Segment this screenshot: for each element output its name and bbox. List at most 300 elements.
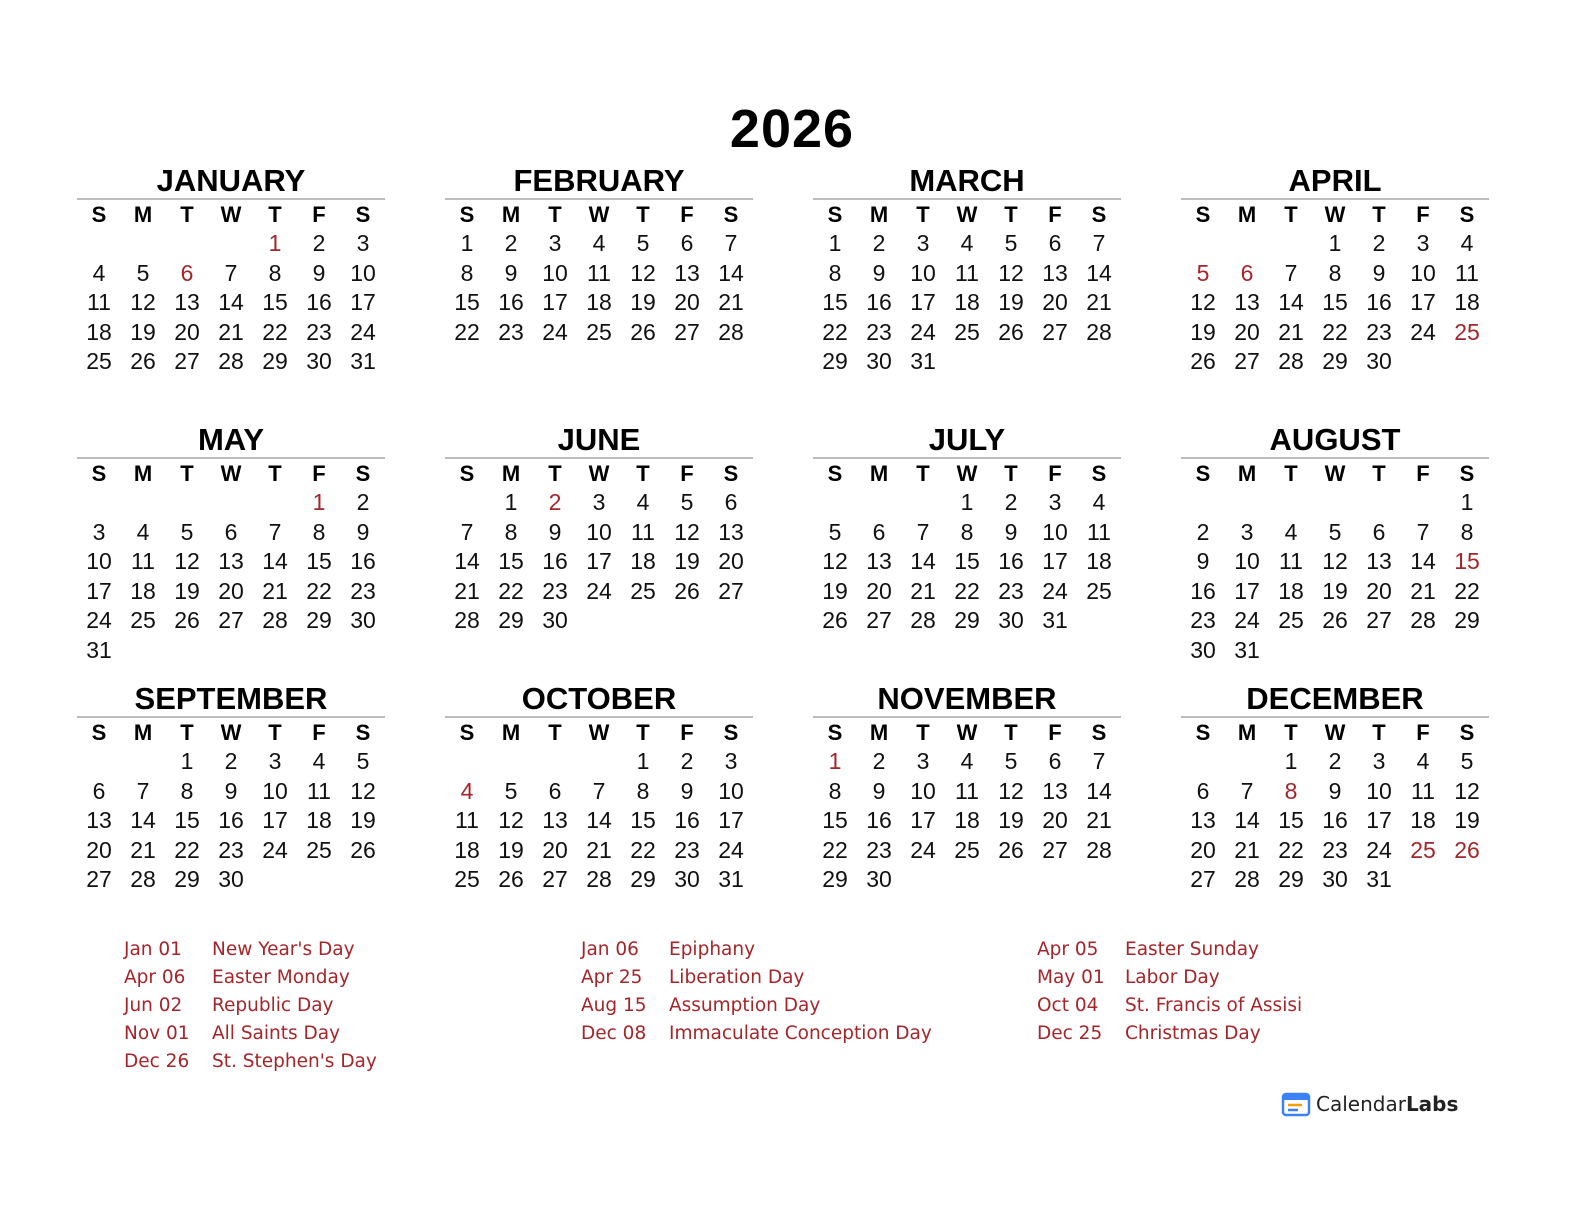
day-cell: 17: [262, 807, 288, 833]
weekday-label: W: [956, 202, 978, 227]
month-august: [1181, 421, 1489, 665]
weekday-label: S: [91, 202, 107, 227]
day-cell: 5: [1328, 518, 1342, 545]
weekday-label: F: [1048, 202, 1062, 227]
weekday-label: M: [501, 461, 521, 486]
day-cell: 3: [1048, 489, 1062, 515]
holiday-name: Republic Day: [212, 995, 334, 1016]
weekday-label: M: [133, 202, 153, 227]
month-april: [1181, 162, 1489, 377]
month-name: JULY: [928, 422, 1006, 457]
day-cell: 19: [1322, 577, 1348, 604]
weekday-label: W: [588, 461, 610, 486]
weekday-label: S: [1091, 202, 1107, 227]
holiday-item: [124, 1048, 377, 1076]
holiday-column: [1037, 936, 1302, 1048]
holiday-date: Jan 06: [581, 939, 639, 960]
day-cell: 3: [356, 230, 370, 256]
day-cell: 2: [872, 230, 886, 256]
day-cell: 4: [960, 748, 974, 774]
empty-day: [77, 488, 121, 518]
day-cell: 8: [1328, 259, 1342, 286]
weekday-header: [1181, 459, 1489, 488]
day-cell: 27: [86, 866, 112, 892]
day-cell: 17: [1042, 548, 1068, 574]
day-cell: 30: [1322, 866, 1348, 892]
day-cell: 9: [872, 777, 886, 804]
weekday-label: S: [1195, 461, 1211, 486]
day-cell: 5: [1004, 748, 1018, 774]
weekday-header: [1181, 200, 1489, 229]
day-cell: 11: [1087, 518, 1111, 545]
holiday-item: [581, 964, 932, 992]
day-cell: 9: [548, 518, 562, 545]
day-cell: 11: [955, 777, 979, 804]
day-cell: 23: [542, 577, 568, 604]
day-cell: 29: [262, 348, 288, 374]
day-cell: 3: [916, 230, 930, 256]
day-cell: 16: [498, 289, 524, 315]
weekday-label: T: [1372, 720, 1386, 745]
day-cell: 8: [268, 259, 282, 286]
holiday-name: Liberation Day: [669, 967, 805, 988]
day-cell: 21: [910, 577, 936, 604]
day-cell: 8: [460, 259, 474, 286]
day-cell: 4: [1416, 748, 1430, 774]
day-cell: 9: [872, 259, 886, 286]
day-cell: 5: [1004, 230, 1018, 256]
day-cell: 26: [674, 577, 700, 604]
weekday-label: M: [1237, 720, 1257, 745]
day-cell: 10: [86, 548, 112, 574]
month-name: AUGUST: [1269, 422, 1401, 457]
day-cell: 21: [718, 289, 744, 315]
holiday-name: Easter Sunday: [1125, 939, 1260, 960]
weekday-header: [445, 200, 753, 229]
day-cell: 23: [1190, 607, 1216, 633]
day-grid: [813, 747, 1121, 895]
weekday-label: T: [636, 461, 650, 486]
day-cell: 2: [548, 489, 562, 515]
day-cell: 18: [306, 807, 332, 833]
day-cell: 3: [548, 230, 562, 256]
weekday-label: T: [268, 461, 282, 486]
day-cell: 13: [1366, 548, 1392, 574]
holiday-item: [124, 964, 377, 992]
day-cell: 16: [306, 289, 332, 315]
month-name: DECEMBER: [1246, 681, 1424, 716]
day-cell: 8: [180, 777, 194, 804]
day-cell: 6: [180, 259, 194, 286]
day-cell: 21: [1086, 289, 1112, 315]
holiday-item: [124, 992, 377, 1020]
weekday-label: M: [869, 202, 889, 227]
day-cell: 24: [910, 836, 936, 863]
weekday-label: M: [501, 202, 521, 227]
weekday-label: S: [723, 461, 739, 486]
weekday-label: T: [180, 720, 194, 745]
day-cell: 11: [87, 289, 111, 315]
day-cell: 29: [1454, 607, 1480, 633]
weekday-label: T: [1284, 202, 1298, 227]
weekday-label: W: [588, 720, 610, 745]
weekday-label: W: [1324, 461, 1346, 486]
weekday-label: F: [1416, 461, 1430, 486]
day-cell: 23: [498, 318, 524, 345]
day-cell: 11: [631, 518, 655, 545]
day-cell: 7: [268, 518, 282, 545]
weekday-header: [77, 718, 385, 747]
day-cell: 14: [1086, 777, 1112, 804]
day-cell: 7: [1240, 777, 1254, 804]
day-cell: 22: [822, 836, 848, 863]
day-grid: [445, 488, 753, 636]
day-cell: 7: [916, 518, 930, 545]
day-cell: 8: [312, 518, 326, 545]
day-cell: 16: [866, 807, 892, 833]
day-cell: 30: [866, 348, 892, 374]
day-cell: 20: [542, 836, 568, 863]
day-cell: 3: [592, 489, 606, 515]
day-cell: 30: [998, 607, 1024, 633]
day-cell: 20: [218, 577, 244, 604]
day-cell: 1: [1328, 230, 1342, 256]
day-cell: 9: [224, 777, 238, 804]
day-cell: 28: [130, 866, 156, 892]
day-cell: 14: [1086, 259, 1112, 286]
day-grid: [445, 229, 753, 347]
day-cell: 6: [548, 777, 562, 804]
day-cell: 5: [136, 259, 150, 286]
day-cell: 15: [174, 807, 200, 833]
day-cell: 1: [504, 489, 518, 515]
day-cell: 18: [1086, 548, 1112, 574]
weekday-label: T: [916, 461, 930, 486]
day-cell: 19: [1454, 807, 1480, 833]
day-cell: 2: [680, 748, 694, 774]
empty-day: [77, 747, 121, 777]
day-cell: 11: [1455, 259, 1479, 286]
empty-day: [1181, 747, 1225, 777]
day-cell: 3: [92, 518, 106, 545]
day-cell: 10: [1234, 548, 1260, 574]
day-cell: 8: [960, 518, 974, 545]
day-cell: 14: [218, 289, 244, 315]
holiday-name: St. Stephen's Day: [212, 1051, 377, 1072]
day-cell: 24: [542, 318, 568, 345]
day-cell: 17: [910, 807, 936, 833]
holiday-item: [581, 992, 932, 1020]
day-cell: 12: [174, 548, 200, 574]
day-cell: 28: [1086, 318, 1112, 345]
day-cell: 21: [1234, 836, 1260, 863]
day-cell: 4: [592, 230, 606, 256]
day-cell: 24: [1042, 577, 1068, 604]
holiday-item: [124, 936, 377, 964]
day-cell: 30: [1366, 348, 1392, 374]
day-cell: 20: [1190, 836, 1216, 863]
day-cell: 22: [1278, 836, 1304, 863]
holiday-column: [581, 936, 932, 1048]
day-cell: 1: [1284, 748, 1298, 774]
day-cell: 13: [718, 518, 744, 545]
month-name: FEBRUARY: [513, 163, 685, 198]
day-cell: 13: [542, 807, 568, 833]
month-name: OCTOBER: [521, 681, 677, 716]
day-cell: 23: [350, 577, 376, 604]
day-cell: 18: [954, 289, 980, 315]
day-cell: 16: [866, 289, 892, 315]
weekday-label: T: [268, 720, 282, 745]
day-cell: 29: [630, 866, 656, 892]
day-cell: 31: [86, 636, 112, 663]
day-cell: 16: [674, 807, 700, 833]
day-cell: 29: [1322, 348, 1348, 374]
day-cell: 24: [1366, 836, 1392, 863]
day-cell: 6: [724, 489, 738, 515]
day-cell: 18: [1454, 289, 1480, 315]
empty-day: [1313, 488, 1357, 518]
day-cell: 6: [92, 777, 106, 804]
day-cell: 2: [224, 748, 238, 774]
empty-day: [1225, 488, 1269, 518]
day-cell: 25: [586, 318, 612, 345]
day-cell: 24: [86, 607, 112, 633]
day-cell: 26: [174, 607, 200, 633]
day-cell: 15: [1454, 548, 1480, 574]
weekday-label: T: [1004, 461, 1018, 486]
day-cell: 22: [306, 577, 332, 604]
day-cell: 24: [262, 836, 288, 863]
day-cell: 9: [356, 518, 370, 545]
day-cell: 31: [1234, 636, 1260, 663]
day-cell: 12: [1190, 289, 1216, 315]
day-cell: 19: [1190, 318, 1216, 345]
holiday-date: Apr 25: [581, 967, 643, 988]
day-cell: 11: [1279, 548, 1303, 574]
day-cell: 15: [262, 289, 288, 315]
day-cell: 15: [1322, 289, 1348, 315]
day-cell: 23: [866, 318, 892, 345]
day-cell: 15: [1278, 807, 1304, 833]
day-cell: 6: [1372, 518, 1386, 545]
day-cell: 10: [1042, 518, 1068, 545]
weekday-label: S: [459, 720, 475, 745]
day-cell: 29: [954, 607, 980, 633]
day-cell: 17: [1234, 577, 1260, 604]
weekday-label: S: [1459, 720, 1475, 745]
month-name: NOVEMBER: [877, 681, 1057, 716]
day-cell: 21: [1086, 807, 1112, 833]
day-cell: 9: [1328, 777, 1342, 804]
day-cell: 26: [350, 836, 376, 863]
day-cell: 15: [954, 548, 980, 574]
weekday-label: M: [869, 720, 889, 745]
day-cell: 9: [1196, 548, 1210, 574]
weekday-label: S: [723, 720, 739, 745]
weekday-label: F: [1416, 720, 1430, 745]
day-cell: 26: [1190, 348, 1216, 374]
day-cell: 7: [1416, 518, 1430, 545]
weekday-header: [77, 200, 385, 229]
day-cell: 12: [630, 259, 656, 286]
holiday-date: Nov 01: [124, 1023, 190, 1044]
holiday-date: Dec 25: [1037, 1023, 1103, 1044]
month-name: MAY: [197, 422, 265, 457]
day-cell: 22: [630, 836, 656, 863]
day-grid: [1181, 488, 1489, 665]
holiday-name: Easter Monday: [212, 967, 350, 988]
holiday-item: [124, 1020, 377, 1048]
day-cell: 20: [86, 836, 112, 863]
day-cell: 23: [674, 836, 700, 863]
day-cell: 11: [1411, 777, 1435, 804]
day-cell: 21: [1410, 577, 1436, 604]
day-cell: 19: [630, 289, 656, 315]
day-cell: 15: [498, 548, 524, 574]
weekday-label: S: [827, 461, 843, 486]
weekday-header: [1181, 718, 1489, 747]
day-grid: [77, 488, 385, 665]
weekday-label: S: [827, 202, 843, 227]
day-cell: 31: [1366, 866, 1392, 892]
empty-day: [165, 229, 209, 259]
day-cell: 11: [955, 259, 979, 286]
day-cell: 25: [630, 577, 656, 604]
day-cell: 29: [822, 348, 848, 374]
empty-day: [165, 488, 209, 518]
weekday-label: F: [1048, 720, 1062, 745]
day-cell: 12: [1454, 777, 1480, 804]
day-cell: 4: [312, 748, 326, 774]
month-september: [77, 680, 385, 895]
day-cell: 22: [822, 318, 848, 345]
empty-day: [445, 747, 489, 777]
weekday-label: T: [916, 720, 930, 745]
empty-day: [445, 488, 489, 518]
calendarlabs-logo[interactable]: [1280, 1090, 1458, 1118]
empty-day: [1269, 229, 1313, 259]
day-cell: 20: [174, 318, 200, 345]
day-cell: 16: [218, 807, 244, 833]
weekday-label: T: [1284, 720, 1298, 745]
holiday-name: Immaculate Conception Day: [669, 1023, 932, 1044]
day-cell: 25: [130, 607, 156, 633]
day-cell: 8: [1284, 777, 1298, 804]
day-cell: 26: [498, 866, 524, 892]
day-cell: 1: [460, 230, 474, 256]
holiday-name: Assumption Day: [669, 995, 821, 1016]
empty-day: [253, 488, 297, 518]
weekday-label: S: [723, 202, 739, 227]
weekday-label: F: [312, 202, 326, 227]
day-cell: 13: [1042, 777, 1068, 804]
day-cell: 31: [718, 866, 744, 892]
day-cell: 26: [1454, 836, 1480, 863]
day-cell: 23: [866, 836, 892, 863]
day-cell: 1: [960, 489, 974, 515]
day-cell: 17: [910, 289, 936, 315]
day-cell: 10: [1366, 777, 1392, 804]
weekday-label: S: [91, 461, 107, 486]
day-cell: 28: [1086, 836, 1112, 863]
weekday-label: W: [220, 202, 242, 227]
day-cell: 27: [718, 577, 744, 604]
day-grid: [77, 229, 385, 377]
day-cell: 15: [454, 289, 480, 315]
day-cell: 22: [262, 318, 288, 345]
day-cell: 17: [1366, 807, 1392, 833]
day-grid: [445, 747, 753, 895]
day-cell: 8: [504, 518, 518, 545]
holiday-name: St. Francis of Assisi: [1125, 995, 1303, 1016]
day-cell: 23: [218, 836, 244, 863]
day-cell: 13: [1234, 289, 1260, 315]
day-cell: 14: [718, 259, 744, 286]
day-cell: 5: [1460, 748, 1474, 774]
day-cell: 27: [674, 318, 700, 345]
day-cell: 2: [1004, 489, 1018, 515]
day-cell: 1: [268, 230, 282, 256]
day-cell: 31: [910, 348, 936, 374]
weekday-header: [813, 718, 1121, 747]
day-cell: 18: [130, 577, 156, 604]
day-cell: 16: [1366, 289, 1392, 315]
day-cell: 12: [350, 777, 376, 804]
day-cell: 12: [1322, 548, 1348, 574]
day-cell: 28: [262, 607, 288, 633]
year-title: 2026: [729, 99, 855, 159]
day-cell: 20: [1366, 577, 1392, 604]
weekday-label: W: [1324, 202, 1346, 227]
weekday-label: T: [268, 202, 282, 227]
day-cell: 25: [86, 348, 112, 374]
day-cell: 10: [542, 259, 568, 286]
month-november: [813, 680, 1121, 895]
day-cell: 3: [268, 748, 282, 774]
weekday-header: [445, 459, 753, 488]
day-cell: 4: [1460, 230, 1474, 256]
day-cell: 18: [454, 836, 480, 863]
weekday-label: T: [180, 461, 194, 486]
day-cell: 30: [542, 607, 568, 633]
month-may: [77, 421, 385, 665]
month-february: [445, 162, 753, 347]
day-cell: 9: [680, 777, 694, 804]
day-cell: 4: [460, 777, 474, 804]
day-cell: 14: [262, 548, 288, 574]
day-cell: 21: [218, 318, 244, 345]
weekday-label: S: [1195, 202, 1211, 227]
holiday-date: Apr 06: [124, 967, 186, 988]
day-cell: 1: [1460, 489, 1474, 515]
day-cell: 18: [1410, 807, 1436, 833]
holiday-name: Epiphany: [669, 939, 756, 960]
day-cell: 10: [586, 518, 612, 545]
weekday-label: T: [548, 461, 562, 486]
day-cell: 23: [1366, 318, 1392, 345]
holiday-date: Dec 08: [581, 1023, 647, 1044]
day-cell: 7: [1092, 748, 1106, 774]
day-cell: 21: [1278, 318, 1304, 345]
day-cell: 5: [828, 518, 842, 545]
empty-day: [209, 488, 253, 518]
weekday-label: F: [680, 720, 694, 745]
day-cell: 20: [866, 577, 892, 604]
day-cell: 26: [998, 836, 1024, 863]
day-cell: 12: [130, 289, 156, 315]
day-cell: 28: [1278, 348, 1304, 374]
